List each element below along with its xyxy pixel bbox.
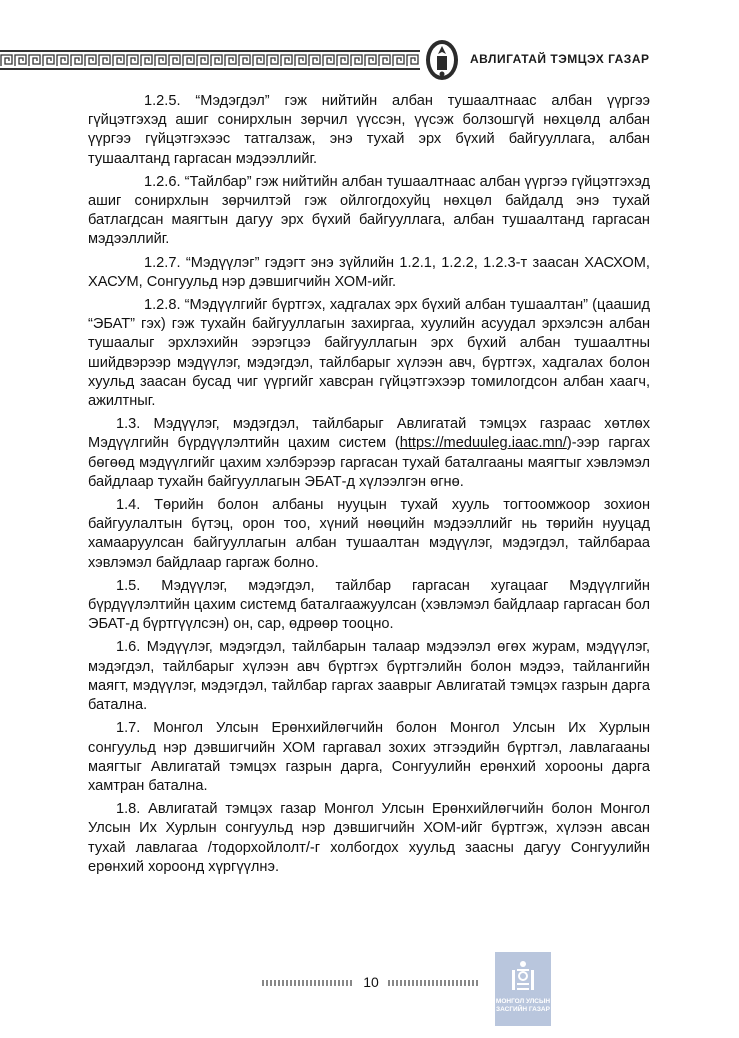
- clause-1-3-text-after: )-ээр гаргах бөгөөд мэдүүлгийг цахим хэлбэрээр гаргасан тухай баталгааны маягтыг хэвлэмэл байдлаар тухайн байгууллагын ЭБАТ-д хүлээлгэн өгнө.: [88, 435, 650, 490]
- clause-1-4: 1.4. Төрийн болон албаны нууцын тухай хууль тогтоомжоор зохион байгуулалтын бүтэц, орон тоо, хүний нөөцийн мэдээллийг нь төрийн нууцад хамааруулсан байгууллагын албан тушаалтан мэдүүлэг, мэдэгдэл, тайлбараа хэвлэмэл байдлаар гаргаж болно.: [88, 497, 650, 571]
- badge-line-1: МОНГОЛ УЛСЫН: [495, 998, 551, 1005]
- soyombo-icon: [508, 958, 538, 994]
- clause-1-3: [88, 415, 650, 492]
- ornamental-border: [0, 50, 420, 70]
- clause-1-5: 1.5. Мэдүүлэг, мэдэгдэл, тайлбар гаргасан хугацааг Мэдүүлгийн бүрдүүлэлтийн цахим системд баталгаажуулсан (хэвлэмэл байдлаар гаргасан бол ЭБАТ-д бүртгүүлсэн) он, сар, өдрөөр тооцно.: [88, 577, 650, 633]
- organization-name: АВЛИГАТАЙ ТЭМЦЭХ ГАЗАР: [470, 52, 650, 66]
- footer-divider-left: [262, 980, 354, 986]
- page-number: 10: [363, 974, 379, 990]
- clause-1-2-8: 1.2.8. “Мэдүүлгийг бүртгэх, хадгалах эрх бүхий албан тушаалтан” (цаашид “ЭБАТ” гэх) гэж тухайн байгууллагын захиргаа, хуулийн асуудал эрхэлсэн албан тушаалыг эрхлэхийн ээрэгцээ байгууллагын эрх бүхий албан тушаалтны шийдвэрээр мэдүүлэг, мэдэгдэл, тайлбарыг хүлээн авч, бүртгэх, хадгалах болон хуульд заасан бусад чиг үүргийг хавсран гүйцэтгэхээр томилогдсон албан хаагч, ажилтныг.: [88, 297, 650, 410]
- page-header: [0, 38, 739, 82]
- clause-1-2-5: 1.2.5. “Мэдэгдэл” гэж нийтийн албан тушаалтнаас албан үүргээ гүйцэтгэхэд ашиг сонирхлын зөрчил үүссэн, үүсэж болзошгүй нөхцөлд албан үүргээ гүйцэтгэхээс татгалзаж, энэ тухай эрх бүхий байгууллага, албан тушаалтанд гаргасан мэдээллийг.: [88, 93, 650, 167]
- clause-1-7: 1.7. Монгол Улсын Ерөнхийлөгчийн болон Монгол Улсын Их Хурлын сонгуульд нэр дэвшигчийн ХОМ гаргавал зохих этгээдийн бүртгэл, лавлагааны маягтыг Авлигатай тэмцэх газрын дарга, Сонгуулийн ерөнхий хорооны дарга хамтран батална.: [88, 720, 650, 794]
- page-footer: [0, 960, 739, 1038]
- agency-emblem-icon: [424, 38, 460, 82]
- footer-divider-right: [388, 980, 480, 986]
- badge-line-2: ЗАСГИЙН ГАЗАР: [496, 1006, 550, 1013]
- clause-1-6: 1.6. Мэдүүлэг, мэдэгдэл, тайлбарын талаар мэдээлэл өгөх журам, мэдүүлэг, мэдэгдэл, тайлбарыг хүлээн авч бүртгэх бүртгэлийн болон мэдээ, тайлангийн маягт, мэдүүлэг, мэдэгдэл, тайлбар гаргах заавpыг Авлигатай тэмцэх газрын дарга батална.: [88, 639, 650, 714]
- government-badge: [495, 952, 551, 1026]
- clause-1-2-6: 1.2.6. “Тайлбар” гэж нийтийн албан тушаалтнаас албан үүргээ гүйцэтгэхэд ашиг сонирхлын зөрчилтэй гэж ойлгогдохуйц нөхцөл байдалд энэ тухай батлагдсан маягтын дагуу эрх бүхий байгууллага, албан тушаалтанд гаргасан мэдээллийг.: [88, 173, 650, 248]
- clause-1-8: 1.8. Авлигатай тэмцэх газар Монгол Улсын Ерөнхийлөгчийн болон Монгол Улсын Их Хурлын сонгуульд нэр дэвшигчийн ХОМ-ийг бүртгэж, хүлээн авсан тухай лавлагаа /тодорхойлолт/-г холбогдох хуульд заасны дагуу Сонгуулийн ерөнхий хороонд хүргүүлнэ.: [88, 801, 650, 875]
- document-body: [88, 92, 650, 881]
- badge-text: [495, 998, 551, 1014]
- clause-1-2-7: 1.2.7. “Мэдүүлэг” гэдэгт энэ зүйлийн 1.2.1, 1.2.2, 1.2.3-т заасан ХАСХОМ, ХАСУМ, Сонгуульд нэр дэвшигчийн ХОМ-ийг.: [88, 254, 650, 290]
- system-link[interactable]: https://meduuleg.iaac.mn/: [399, 435, 567, 452]
- clause-1-3-text-before: 1.3. Мэдүүлэг, мэдэгдэл, тайлбарыг Авлигатай тэмцэх газраас хөтлөх Мэдүүлгийн бүрдүүлэлтийн цахим систем (: [88, 416, 650, 452]
